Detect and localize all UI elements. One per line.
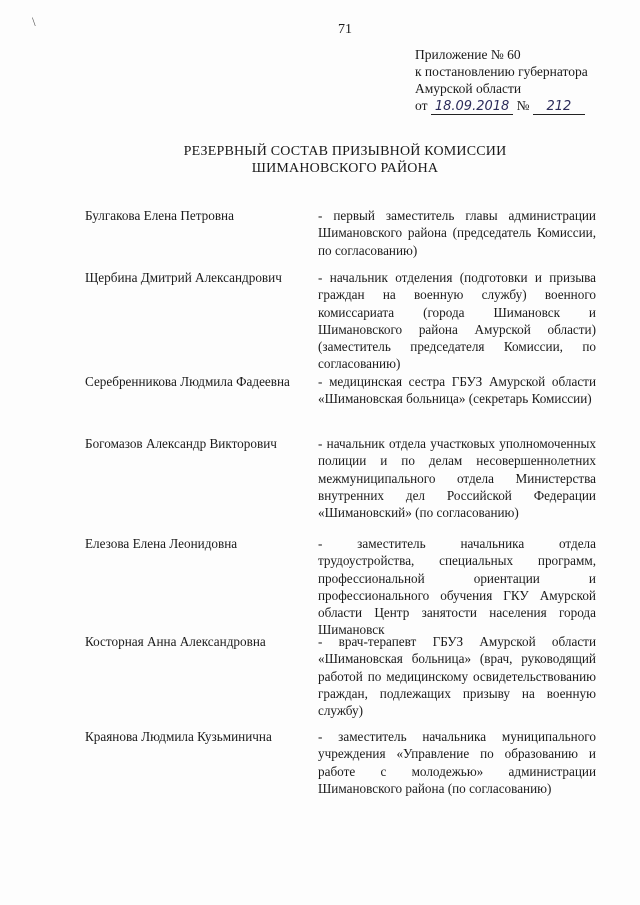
title-line-2: ШИМАНОВСКОГО РАЙОНА	[251, 161, 439, 176]
member-list	[85, 207, 605, 797]
appendix-block	[415, 46, 625, 115]
title-line-1: РЕЗЕРВНЫЙ СОСТАВ ПРИЗЫВНОЙ КОМИССИИ	[183, 144, 507, 159]
member-role: - врач-терапевт ГБУЗ Амурской области «Шимановская больница» (врач, руководящий работой по медицинскому освидетельствованию граждан, подлежащих призыву на военную службу)	[318, 634, 596, 719]
member-name: Щербина Дмитрий Александрович	[85, 270, 282, 285]
member-row	[85, 728, 605, 797]
appendix-date-line	[415, 97, 625, 115]
member-row	[85, 269, 605, 373]
member-name: Серебренникова Людмила Фадеевна	[85, 374, 290, 389]
member-name: Елезова Елена Леонидовна	[85, 536, 238, 551]
document-title	[100, 143, 590, 177]
member-row	[85, 435, 605, 535]
member-name: Булгакова Елена Петровна	[85, 208, 234, 223]
member-row	[85, 535, 605, 638]
member-row	[85, 207, 605, 269]
number-prefix: №	[516, 98, 530, 113]
member-role: - заместитель начальника отдела трудоустройства, специальных программ, профессиональной ориентации и профессионального обучения ГКУ Амурской области Центр занятости населения города Шимановск	[318, 536, 596, 638]
appendix-line-1: Приложение № 60	[415, 47, 521, 62]
member-role: - заместитель начальника муниципального учреждения «Управление по образованию и работе с молодежью» администрации Шимановского района (по согласованию)	[318, 729, 596, 796]
member-role: - медицинская сестра ГБУЗ Амурской области «Шимановская больница» (секретарь Комиссии)	[318, 374, 596, 407]
page-number: 71	[338, 22, 352, 37]
member-role: - начальник отдела участковых уполномоченных полиции и по делам несовершеннолетних межмуниципального отдела Министерства внутренних дел Российской Федерации «Шимановский» (по согласованию)	[318, 436, 596, 521]
appendix-line-2: к постановлению губернатора	[415, 64, 588, 79]
member-role: - начальник отделения (подготовки и призыва граждан на военную службу) военного комиссариата (города Шимановск и Шимановского района Амурской области) (заместитель председателя Комиссии, по согласованию)	[318, 270, 596, 372]
date-prefix: от	[415, 98, 428, 113]
handwritten-date: 18.09.2018	[431, 100, 513, 115]
handwritten-number: 212	[533, 100, 585, 115]
member-name: Богомазов Александр Викторович	[85, 436, 277, 451]
member-name: Краянова Людмила Кузьминична	[85, 729, 272, 744]
appendix-line-3: Амурской области	[415, 81, 522, 96]
member-role: - первый заместитель главы администрации Шимановского района (председатель Комиссии, по согласованию)	[318, 208, 596, 258]
member-row	[85, 633, 605, 728]
member-row	[85, 373, 605, 435]
scan-corner-mark: \	[32, 14, 36, 29]
member-name: Косторная Анна Александровна	[85, 634, 266, 649]
